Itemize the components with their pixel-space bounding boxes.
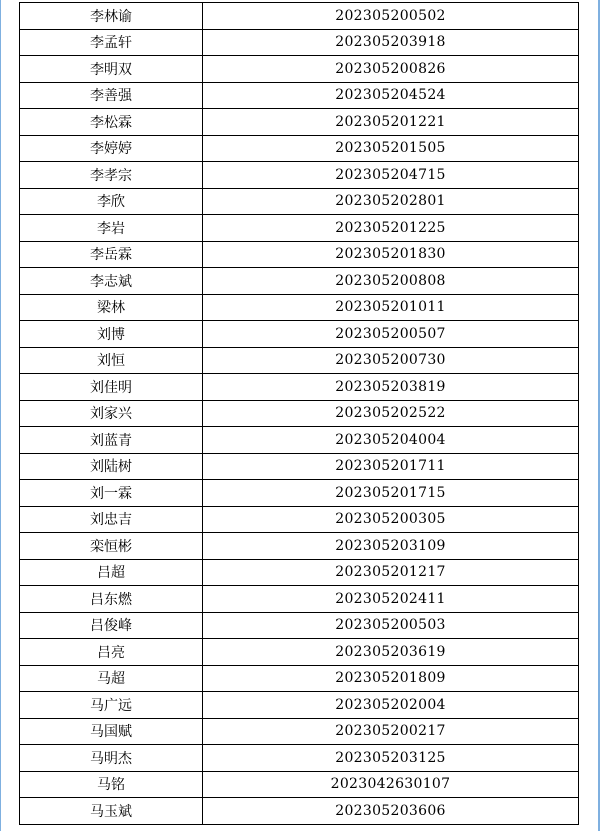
table-row [20,3,579,30]
table-row [20,586,579,613]
name-cell: 马国赋 [20,718,203,745]
table-row [20,162,579,189]
name-cell: 吕超 [20,559,203,586]
id-number-cell: 202305203109 [203,533,579,560]
table-row [20,745,579,772]
id-number-cell: 202305200503 [203,612,579,639]
name-cell: 李婷婷 [20,135,203,162]
name-cell: 吕东燃 [20,586,203,613]
table-row [20,56,579,83]
name-cell: 刘陆树 [20,453,203,480]
name-cell: 李岳霖 [20,241,203,268]
id-number-cell: 202305200217 [203,718,579,745]
name-cell: 李林谕 [20,3,203,30]
id-number-cell: 202305201217 [203,559,579,586]
id-number-cell: 202305203619 [203,639,579,666]
table-row [20,374,579,401]
id-number-cell: 202305201711 [203,453,579,480]
id-number-cell: 202305203918 [203,29,579,56]
id-number-cell: 202305200507 [203,321,579,348]
id-number-cell: 202305200730 [203,347,579,374]
id-number-cell: 202305201505 [203,135,579,162]
id-number-cell: 202305204715 [203,162,579,189]
name-cell: 栾恒彬 [20,533,203,560]
page-frame-left-border [0,0,1,831]
id-number-cell: 202305203819 [203,374,579,401]
name-cell: 刘博 [20,321,203,348]
id-number-cell: 202305200826 [203,56,579,83]
table-row [20,347,579,374]
id-number-cell: 202305203606 [203,798,579,825]
table-row [20,400,579,427]
table-row [20,639,579,666]
name-cell: 刘一霖 [20,480,203,507]
id-number-cell: 202305200305 [203,506,579,533]
name-cell: 李松霖 [20,109,203,136]
id-number-cell: 202305202004 [203,692,579,719]
name-cell: 李孟轩 [20,29,203,56]
name-cell: 李岩 [20,215,203,242]
name-cell: 刘佳明 [20,374,203,401]
name-cell: 刘忠吉 [20,506,203,533]
name-cell: 吕俊峰 [20,612,203,639]
name-cell: 吕亮 [20,639,203,666]
table-row [20,798,579,825]
table-row [20,241,579,268]
table-row [20,612,579,639]
table-row [20,665,579,692]
id-number-cell: 202305201809 [203,665,579,692]
id-number-cell: 2023042630107 [203,771,579,798]
table-row [20,559,579,586]
name-cell: 马超 [20,665,203,692]
name-cell: 马玉斌 [20,798,203,825]
table-row [20,215,579,242]
name-cell: 刘恒 [20,347,203,374]
name-cell: 梁林 [20,294,203,321]
name-cell: 马广远 [20,692,203,719]
id-number-cell: 202305201830 [203,241,579,268]
table-row [20,135,579,162]
id-number-cell: 202305202522 [203,400,579,427]
table-row [20,321,579,348]
id-number-cell: 202305201225 [203,215,579,242]
table-row [20,506,579,533]
table-row [20,718,579,745]
roster-table-body [20,3,579,825]
table-row [20,109,579,136]
table-row [20,692,579,719]
table-row [20,453,579,480]
name-cell: 李欣 [20,188,203,215]
id-number-cell: 202305204004 [203,427,579,454]
id-number-cell: 202305202411 [203,586,579,613]
table-row [20,29,579,56]
name-cell: 李孝宗 [20,162,203,189]
id-number-cell: 202305201221 [203,109,579,136]
name-cell: 刘蓝青 [20,427,203,454]
roster-table [19,2,579,825]
id-number-cell: 202305203125 [203,745,579,772]
name-cell: 刘家兴 [20,400,203,427]
table-row [20,533,579,560]
table-row [20,771,579,798]
id-number-cell: 202305202801 [203,188,579,215]
name-cell: 李志斌 [20,268,203,295]
name-cell: 李善强 [20,82,203,109]
id-number-cell: 202305201011 [203,294,579,321]
id-number-cell: 202305200808 [203,268,579,295]
table-row [20,427,579,454]
id-number-cell: 202305204524 [203,82,579,109]
name-cell: 马明杰 [20,745,203,772]
table-row [20,268,579,295]
table-row [20,188,579,215]
table-row [20,82,579,109]
table-row [20,294,579,321]
name-cell: 李明双 [20,56,203,83]
id-number-cell: 202305200502 [203,3,579,30]
id-number-cell: 202305201715 [203,480,579,507]
name-cell: 马铭 [20,771,203,798]
table-row [20,480,579,507]
